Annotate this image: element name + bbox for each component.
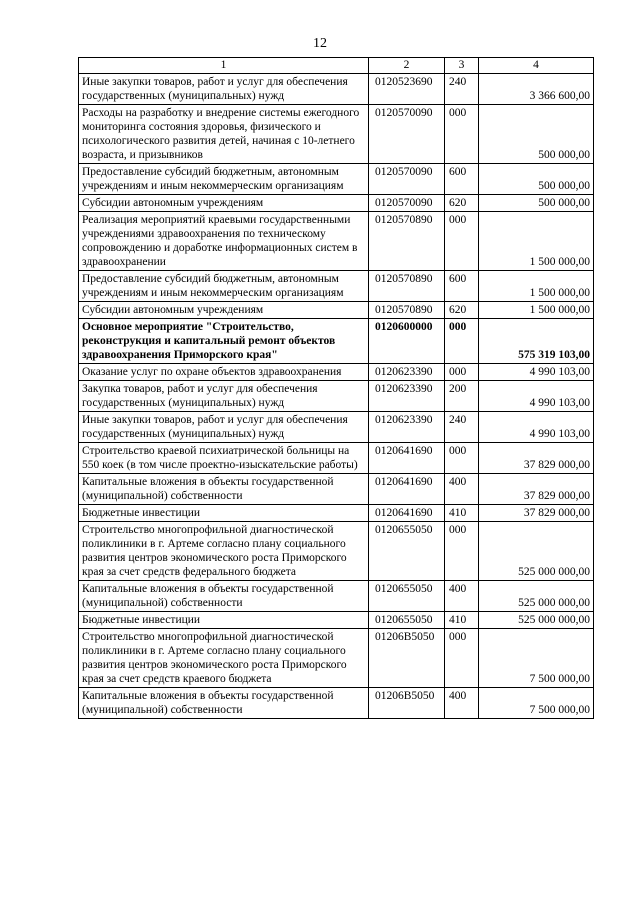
table-row xyxy=(79,105,594,164)
row-expense-type: 400 xyxy=(445,688,479,719)
table-row xyxy=(79,319,594,364)
budget-table xyxy=(78,57,594,719)
row-expense-type: 400 xyxy=(445,581,479,612)
row-amount: 4 990 103,00 xyxy=(479,381,594,412)
row-target-code: 0120570090 xyxy=(369,105,445,164)
table-row xyxy=(79,581,594,612)
row-target-code: 0120641690 xyxy=(369,443,445,474)
row-amount: 500 000,00 xyxy=(479,195,594,212)
row-description: Строительство многопрофильной диагностической поликлиники в г. Артеме согласно плану социального развития центров экономического роста Приморского края за счет средств краевого бюджета xyxy=(79,629,369,688)
row-expense-type: 000 xyxy=(445,212,479,271)
row-amount: 37 829 000,00 xyxy=(479,505,594,522)
row-description: Предоставление субсидий бюджетным, автономным учреждениям и иным некоммерческим организациям xyxy=(79,164,369,195)
row-target-code: 01206B5050 xyxy=(369,688,445,719)
row-target-code: 0120623390 xyxy=(369,381,445,412)
row-target-code: 0120655050 xyxy=(369,581,445,612)
row-description: Субсидии автономным учреждениям xyxy=(79,302,369,319)
row-expense-type: 620 xyxy=(445,195,479,212)
row-expense-type: 000 xyxy=(445,629,479,688)
row-expense-type: 600 xyxy=(445,271,479,302)
row-amount: 525 000 000,00 xyxy=(479,612,594,629)
row-amount: 500 000,00 xyxy=(479,164,594,195)
table-row xyxy=(79,195,594,212)
row-amount: 7 500 000,00 xyxy=(479,629,594,688)
row-description: Иные закупки товаров, работ и услуг для обеспечения государственных (муниципальных) нужд xyxy=(79,412,369,443)
table-row xyxy=(79,212,594,271)
page-number: 12 xyxy=(313,36,327,51)
row-expense-type: 600 xyxy=(445,164,479,195)
column-header-2: 2 xyxy=(369,58,445,74)
row-amount: 3 366 600,00 xyxy=(479,74,594,105)
row-expense-type: 410 xyxy=(445,612,479,629)
table-row xyxy=(79,364,594,381)
row-amount: 525 000 000,00 xyxy=(479,522,594,581)
row-description: Основное мероприятие "Строительство, реконструкция и капитальный ремонт объектов здравоохранения Приморского края" xyxy=(79,319,369,364)
table-header-row xyxy=(79,58,594,74)
table-row xyxy=(79,443,594,474)
row-target-code: 0120655050 xyxy=(369,612,445,629)
table-row xyxy=(79,412,594,443)
row-description: Предоставление субсидий бюджетным, автономным учреждениям и иным некоммерческим организациям xyxy=(79,271,369,302)
table-row xyxy=(79,612,594,629)
row-description: Капитальные вложения в объекты государственной (муниципальной) собственности xyxy=(79,474,369,505)
row-amount: 1 500 000,00 xyxy=(479,302,594,319)
row-description: Бюджетные инвестиции xyxy=(79,505,369,522)
row-description: Бюджетные инвестиции xyxy=(79,612,369,629)
row-expense-type: 000 xyxy=(445,443,479,474)
table-row xyxy=(79,629,594,688)
row-target-code: 0120600000 xyxy=(369,319,445,364)
row-description: Строительство многопрофильной диагностической поликлиники в г. Артеме согласно плану социального развития центров экономического роста Приморского края за счет средств федерального бюджета xyxy=(79,522,369,581)
row-target-code: 0120623390 xyxy=(369,412,445,443)
row-description: Реализация мероприятий краевыми государственными учреждениями здравоохранения по техническому сопровождению и доработке информационных систем в здравоохранении xyxy=(79,212,369,271)
row-target-code: 0120570090 xyxy=(369,195,445,212)
row-target-code: 0120623390 xyxy=(369,364,445,381)
row-expense-type: 000 xyxy=(445,319,479,364)
row-description: Расходы на разработку и внедрение системы ежегодного мониторинга состояния здоровья, физического и психологического развития детей, начиная с 10-летнего возраста, и призывников xyxy=(79,105,369,164)
row-description: Субсидии автономным учреждениям xyxy=(79,195,369,212)
row-target-code: 0120570890 xyxy=(369,271,445,302)
row-amount: 37 829 000,00 xyxy=(479,443,594,474)
row-expense-type: 200 xyxy=(445,381,479,412)
row-expense-type: 240 xyxy=(445,74,479,105)
row-amount: 1 500 000,00 xyxy=(479,212,594,271)
row-target-code: 0120570890 xyxy=(369,302,445,319)
row-target-code: 0120655050 xyxy=(369,522,445,581)
row-amount: 525 000 000,00 xyxy=(479,581,594,612)
row-expense-type: 000 xyxy=(445,105,479,164)
row-description: Капитальные вложения в объекты государственной (муниципальной) собственности xyxy=(79,581,369,612)
row-amount: 37 829 000,00 xyxy=(479,474,594,505)
table-row xyxy=(79,474,594,505)
row-expense-type: 410 xyxy=(445,505,479,522)
row-expense-type: 400 xyxy=(445,474,479,505)
row-amount: 500 000,00 xyxy=(479,105,594,164)
table-row xyxy=(79,505,594,522)
row-description: Иные закупки товаров, работ и услуг для обеспечения государственных (муниципальных) нужд xyxy=(79,74,369,105)
table-row xyxy=(79,302,594,319)
row-target-code: 0120641690 xyxy=(369,474,445,505)
row-description: Капитальные вложения в объекты государственной (муниципальной) собственности xyxy=(79,688,369,719)
row-expense-type: 000 xyxy=(445,522,479,581)
row-amount: 575 319 103,00 xyxy=(479,319,594,364)
row-target-code: 0120570890 xyxy=(369,212,445,271)
table-row xyxy=(79,688,594,719)
row-amount: 7 500 000,00 xyxy=(479,688,594,719)
row-expense-type: 240 xyxy=(445,412,479,443)
row-target-code: 01206B5050 xyxy=(369,629,445,688)
table-row xyxy=(79,271,594,302)
row-description: Строительство краевой психиатрической больницы на 550 коек (в том числе проектно-изыскательские работы) xyxy=(79,443,369,474)
table-row xyxy=(79,522,594,581)
row-amount: 4 990 103,00 xyxy=(479,412,594,443)
column-header-3: 3 xyxy=(445,58,479,74)
row-expense-type: 000 xyxy=(445,364,479,381)
row-amount: 4 990 103,00 xyxy=(479,364,594,381)
row-expense-type: 620 xyxy=(445,302,479,319)
table-row xyxy=(79,74,594,105)
column-header-1: 1 xyxy=(79,58,369,74)
table-row xyxy=(79,164,594,195)
row-target-code: 0120570090 xyxy=(369,164,445,195)
row-description: Закупка товаров, работ и услуг для обеспечения государственных (муниципальных) нужд xyxy=(79,381,369,412)
row-description: Оказание услуг по охране объектов здравоохранения xyxy=(79,364,369,381)
column-header-4: 4 xyxy=(479,58,594,74)
row-target-code: 0120523690 xyxy=(369,74,445,105)
row-amount: 1 500 000,00 xyxy=(479,271,594,302)
row-target-code: 0120641690 xyxy=(369,505,445,522)
table-row xyxy=(79,381,594,412)
